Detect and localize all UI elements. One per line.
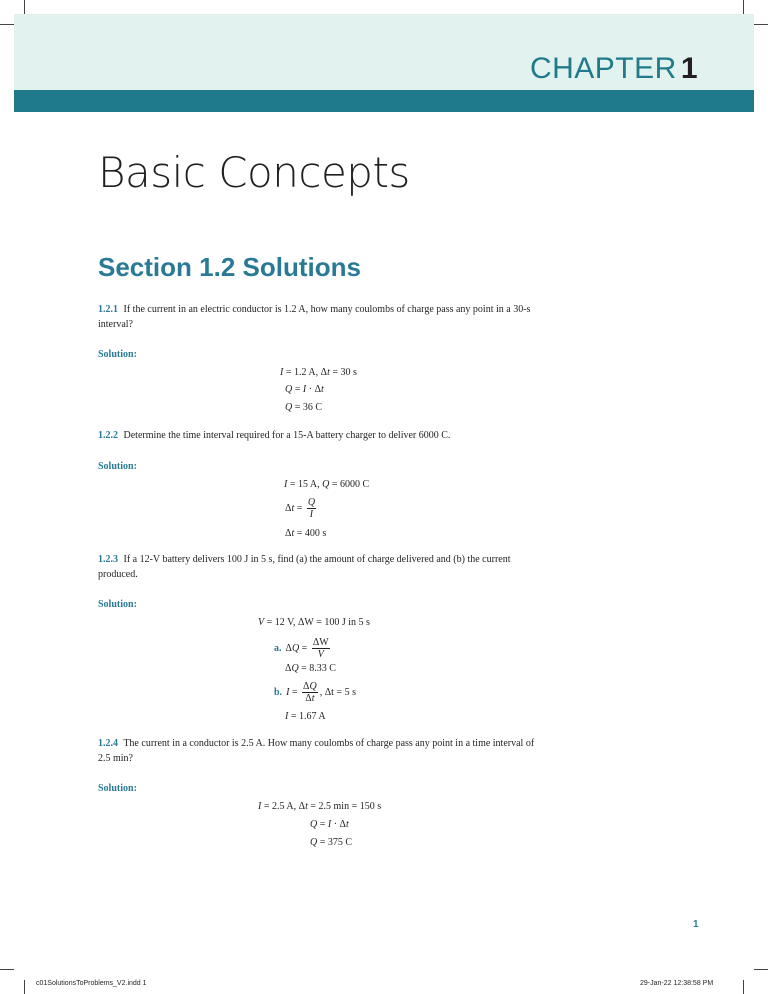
problem-1-2-2: [98, 428, 548, 443]
page-number: 1: [693, 919, 699, 930]
teal-bar: [14, 90, 754, 112]
chapter-title: Basic Concepts: [98, 148, 410, 197]
crop-mark: [24, 980, 25, 994]
problem-text: Determine the time interval required for a 15-A battery charger to deliver 6000 C.: [123, 430, 451, 441]
crop-mark: [754, 969, 768, 970]
chapter-label: [530, 52, 698, 86]
section-title: Section 1.2 Solutions: [98, 252, 361, 282]
problem-text: The current in a conductor is 2.5 A. How many coulombs of charge pass any point in a time interval of 2.5 min?: [98, 738, 535, 764]
solution-label: Solution:: [98, 783, 137, 794]
solution-label: Solution:: [98, 349, 137, 360]
problem-number: 1.2.3: [98, 554, 118, 565]
equation-given: I = 2.5 A, Δt = 2.5 min = 150 s: [258, 801, 382, 812]
equation-step-a: a. ΔQ = $\frac{\Delta W}{V}$: [274, 637, 329, 660]
crop-mark: [0, 969, 14, 970]
timestamp-slug: 29-Jan-22 12:38:58 PM: [640, 980, 714, 987]
solution-label: Solution:: [98, 461, 137, 472]
crop-mark: [0, 24, 14, 25]
equation-result: Δt = 400 s: [285, 528, 327, 539]
chapter-word: CHAPTER: [529, 52, 677, 85]
problem-number: 1.2.1: [98, 304, 118, 315]
problem-1-2-3: [98, 552, 548, 582]
crop-mark: [743, 0, 744, 14]
crop-mark: [743, 980, 744, 994]
equation-result-b: I = 1.67 A: [285, 711, 326, 722]
chapter-number: 1: [680, 52, 698, 85]
equation-result: Q = 375 C: [310, 837, 353, 848]
equation-given: I = 15 A, Q = 6000 C: [284, 479, 370, 490]
problem-text: If a 12-V battery delivers 100 J in 5 s, find (a) the amount of charge delivered and (b) the current produced.: [98, 554, 511, 580]
equation-formula: Q = I · Δt: [310, 819, 349, 830]
problem-number: 1.2.2: [98, 430, 118, 441]
equation-given: I = 1.2 A, Δt = 30 s: [280, 367, 357, 378]
solution-label: Solution:: [98, 599, 137, 610]
problem-number: 1.2.4: [98, 738, 118, 749]
equation-result: Q = 36 C: [285, 402, 323, 413]
problem-1-2-4: [98, 736, 548, 766]
crop-mark: [24, 0, 25, 14]
equation-given: V = 12 V, ΔW = 100 J in 5 s: [258, 617, 370, 628]
equation-result-a: ΔQ = 8.33 C: [285, 663, 336, 674]
equation-step-b: b. I = $\frac{\Delta Q}{\Delta t}$ , Δt = 5 s: [274, 681, 356, 704]
equation-formula: Δt = $\frac{Q}{I}$: [285, 497, 316, 520]
problem-1-2-1: [98, 302, 548, 332]
problem-text: If the current in an electric conductor is 1.2 A, how many coulombs of charge pass any point in a 30-s interval?: [98, 304, 531, 330]
file-name-slug: c01SolutionsToProblems_V2.indd 1: [36, 980, 147, 987]
crop-mark: [754, 24, 768, 25]
equation-formula: Q = I · Δt: [285, 384, 324, 395]
